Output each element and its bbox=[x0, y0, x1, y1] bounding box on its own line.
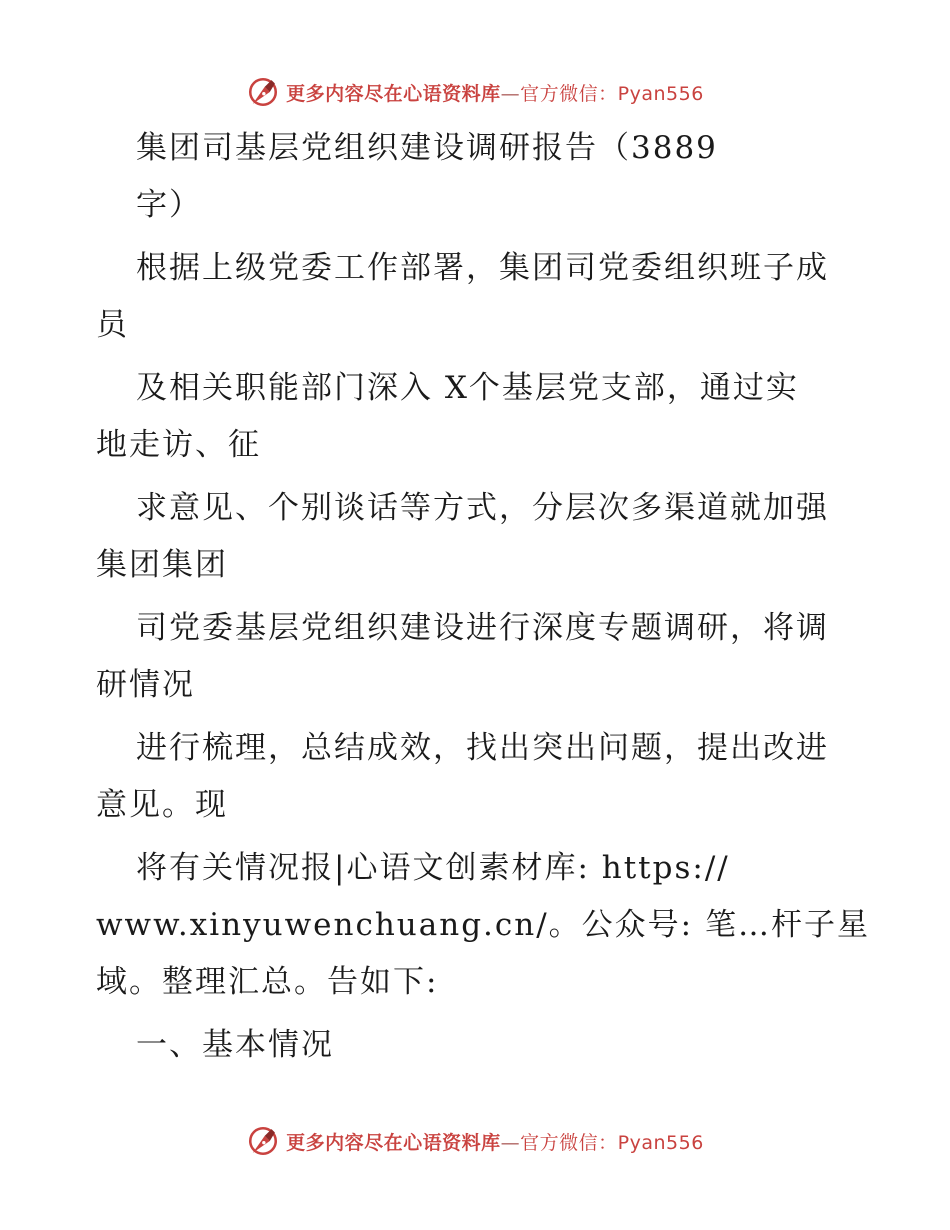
pen-nib-logo-icon bbox=[246, 75, 280, 109]
header-banner bbox=[0, 72, 950, 112]
footer-banner bbox=[0, 1121, 950, 1161]
section-heading: 一、基本情况 bbox=[136, 1027, 334, 1063]
doc-paragraph-line: 域。整理汇总。告如下: bbox=[96, 964, 439, 1000]
banner-text bbox=[286, 79, 704, 106]
pen-nib-logo-icon bbox=[246, 1124, 280, 1158]
banner-wechat-text: 官方微信：Pyan556 bbox=[520, 82, 704, 105]
doc-paragraph-line: www.xinyuwenchuang.cn/。公众号: 笔…杆子星 bbox=[96, 907, 870, 943]
doc-paragraph-line: 进行梳理，总结成效，找出突出问题，提出改进 bbox=[136, 730, 829, 766]
banner-separator: — bbox=[500, 82, 521, 105]
doc-paragraph-line: 求意见、个别谈话等方式，分层次多渠道就加强 bbox=[136, 490, 829, 526]
doc-paragraph-line: 员 bbox=[96, 307, 129, 343]
banner-site-text: 更多内容尽在心语资料库 bbox=[286, 82, 501, 105]
doc-title-line-1: 集团司基层党组织建设调研报告（3889 bbox=[136, 130, 718, 166]
banner-text bbox=[286, 1128, 704, 1155]
doc-paragraph-line: 根据上级党委工作部署，集团司党委组织班子成 bbox=[136, 250, 829, 286]
doc-paragraph-line: 意见。现 bbox=[96, 787, 228, 823]
banner-site-text: 更多内容尽在心语资料库 bbox=[286, 1131, 501, 1154]
doc-paragraph-line: 将有关情况报|心语文创素材库: https:// bbox=[136, 850, 730, 886]
doc-title-line-2: 字） bbox=[136, 187, 202, 223]
doc-paragraph-line: 地走访、征 bbox=[96, 427, 261, 463]
doc-paragraph-line: 司党委基层党组织建设进行深度专题调研，将调 bbox=[136, 610, 829, 646]
banner-separator: — bbox=[500, 1131, 521, 1154]
doc-paragraph-line: 研情况 bbox=[96, 667, 195, 703]
doc-paragraph-line: 集团集团 bbox=[96, 547, 228, 583]
doc-paragraph-line: 及相关职能部门深入 X个基层党支部，通过实 bbox=[136, 370, 799, 406]
document-body bbox=[96, 120, 870, 1074]
banner-wechat-text: 官方微信：Pyan556 bbox=[520, 1131, 704, 1154]
